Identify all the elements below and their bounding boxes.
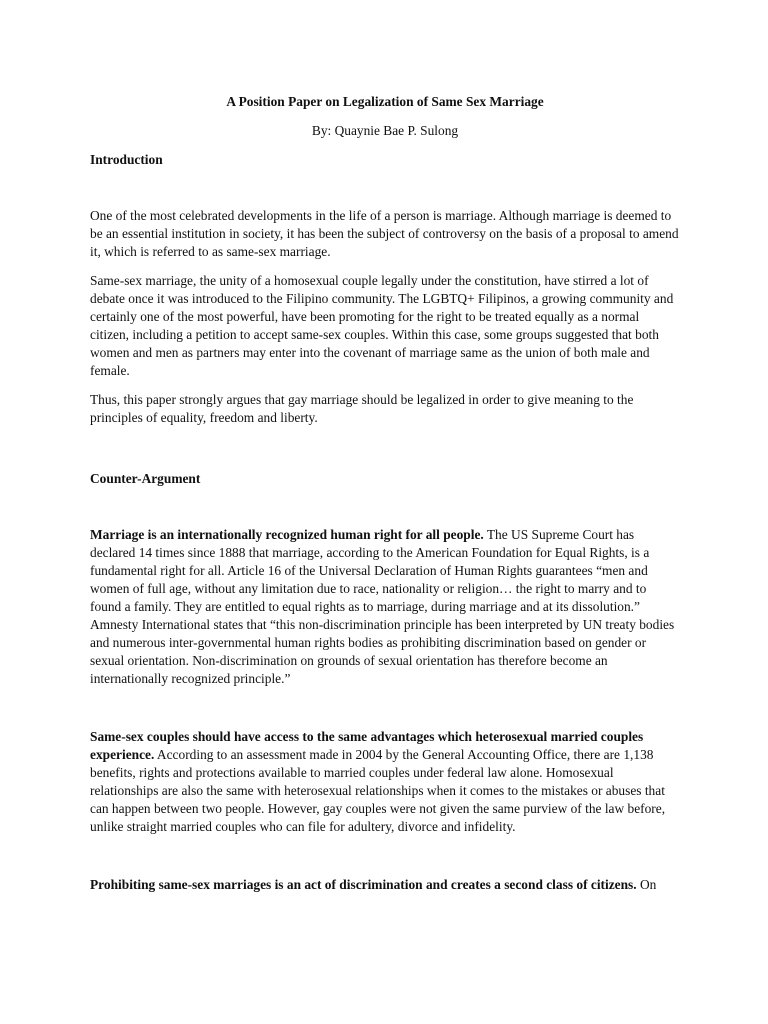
intro-paragraph-3: Thus, this paper strongly argues that gay marriage should be legalized in order to give meaning to the principles of equality, freedom and liberty.: [90, 392, 634, 425]
argument-1-body: The US Supreme Court has declared 14 times since 1888 that marriage, according to the American Foundation for Equal Rights, is a fundamental right for all. Article 16 of the Universal Declaration of Human Rights guarantees “men and women of full age, without any limitation due to race, nationality or religion… the right to marry and to found a family. They are entitled to equal rights as to marriage, during marriage and at its dissolution.” Amnesty International states that “this non-discrimination principle has been interpreted by UN treaty bodies and numerous inter-governmental human rights bodies as prohibiting discrimination based on gender or sexual orientation. Non-discrimination on grounds of sexual orientation has therefore become an internationally recognized principle.”: [90, 527, 675, 686]
intro-paragraph-2: Same-sex marriage, the unity of a homosexual couple legally under the constitution, have stirred a lot of debate once it was introduced to the Filipino community. The LGBTQ+ Filipinos, a growing community and certainly one of the most powerful, have been promoting for the right to be treated equally as a normal citizen, including a petition to accept same-sex couples. Within this case, some groups suggested that both women and men as partners may enter into the covenant of marriage same as the union of both male and female.: [90, 273, 674, 378]
argument-paragraph-3: [90, 876, 680, 894]
document-byline: By: Quaynie Bae P. Sulong: [311, 123, 459, 138]
document-page: [90, 84, 680, 894]
argument-3-lead: Prohibiting same-sex marriages is an act of discrimination and creates a second class of citizens.: [90, 877, 637, 892]
argument-paragraph-1: [90, 526, 680, 688]
argument-1-lead: Marriage is an internationally recognized human right for all people.: [90, 527, 484, 542]
section-heading-counter-argument: Counter-Argument: [90, 471, 201, 486]
section-heading-introduction: Introduction: [90, 152, 163, 167]
argument-2-body: According to an assessment made in 2004 by the General Accounting Office, there are 1,138 benefits, rights and protections available to married couples under federal law alone. Homosexual relationships are also the same with heterosexual relationships when it comes to the mistakes or abuses that can happen between two people. However, gay couples were not given the same purview of the law before, unlike straight married couples who can file for adultery, divorce and infidelity.: [90, 747, 666, 834]
argument-2-lead: Same-sex couples should have access to the same advantages which heterosexual married couples experience.: [90, 729, 644, 762]
intro-paragraph-1: One of the most celebrated developments in the life of a person is marriage. Although marriage is deemed to be an essential institution in society, it has been the subject of controversy on the basis of a proposal to amend it, which is referred to as same-sex marriage.: [90, 208, 679, 259]
argument-paragraph-2: [90, 728, 680, 836]
argument-3-body: On: [636, 877, 657, 892]
document-title: A Position Paper on Legalization of Same Sex Marriage: [226, 94, 544, 109]
